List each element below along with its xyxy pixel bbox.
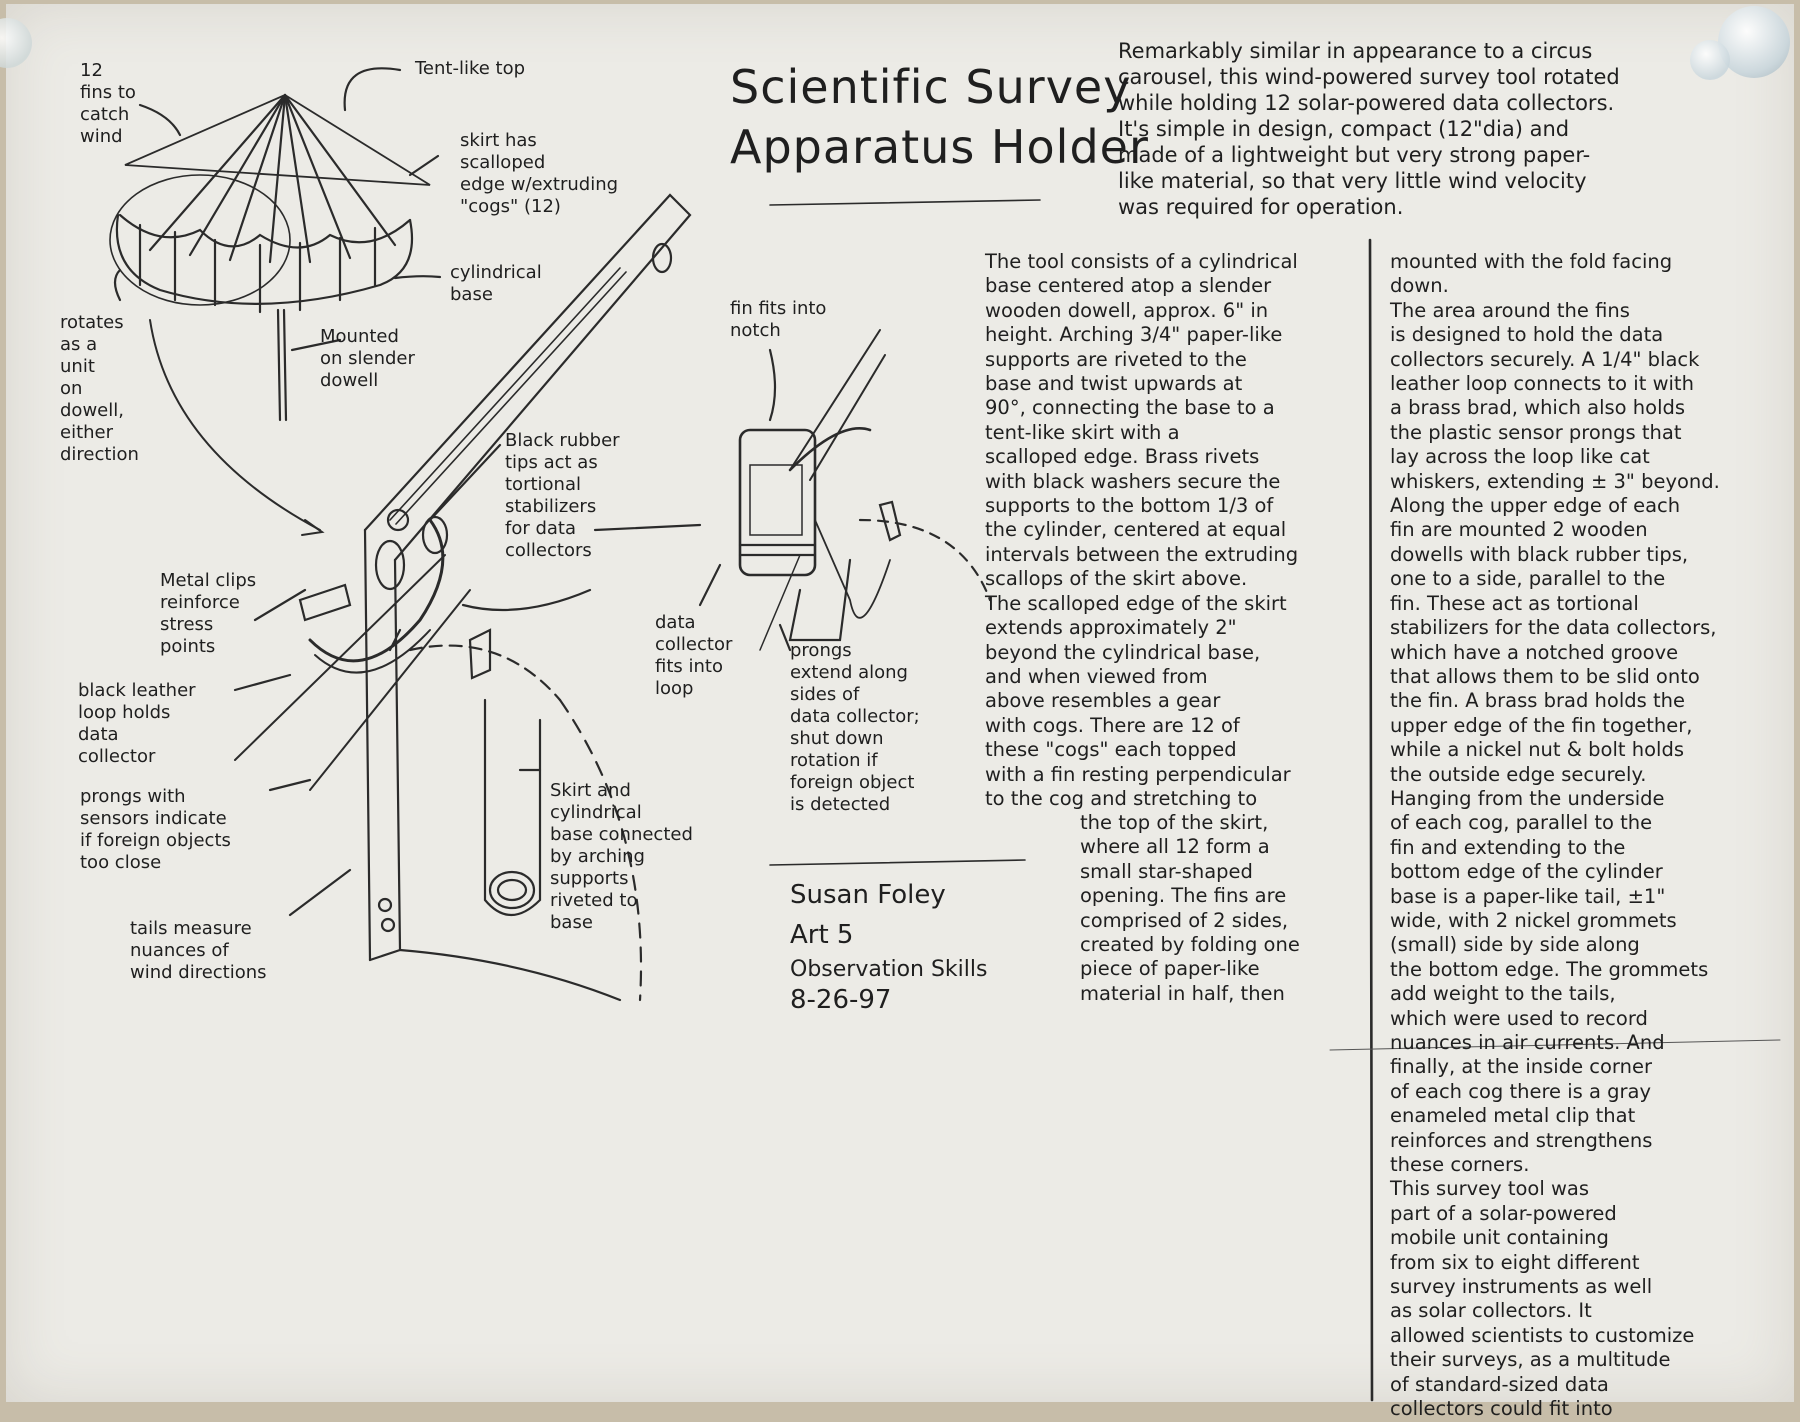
text-line: extends approximately 2" [985,616,1237,640]
text-line: the plastic sensor prongs that [1390,420,1682,444]
label-fins [80,60,136,148]
label-line: unit [60,356,95,377]
text-line: of standard-sized data [1390,1372,1609,1396]
label-line: shut down [790,728,884,749]
label-line: fins to [80,82,136,103]
text-line: one to a side, parallel to the [1390,567,1666,591]
intro-line: like material, so that very little wind velocity [1118,169,1587,193]
text-line: scalloped edge. Brass rivets [985,445,1260,469]
label-line: Mounted [320,326,399,347]
text-line: with a fin resting perpendicular [985,762,1291,786]
text-line: mobile unit containing [1390,1226,1609,1250]
label-line: Metal clips [160,570,257,591]
label-line: stabilizers [505,496,597,517]
label-line: data collector; [790,706,920,727]
description-left-column [985,250,1298,811]
label-line: either [60,422,114,443]
label-line: sensors indicate [80,808,227,829]
label-line: edge w/extruding [460,174,619,195]
label-rotates [60,312,139,466]
text-line: survey instruments as well [1390,1275,1653,1299]
text-line: dowells with black rubber tips, [1390,542,1689,566]
text-line: reinforces and strengthens [1390,1128,1653,1152]
text-line: supports are riveted to the [985,347,1247,371]
label-prongs-sensors [80,786,231,874]
text-line: with cogs. There are 12 of [985,713,1240,737]
text-line: intervals between the extruding [985,542,1299,566]
text-line: beyond the cylindrical base, [985,640,1261,664]
text-line: add weight to the tails, [1390,982,1616,1006]
label-line: tortional [505,474,581,495]
label-skirt [460,130,618,218]
signature-subject: Observation Skills [790,957,988,982]
text-line: these "cogs" each topped [985,738,1237,762]
label-line: 12 [80,60,103,81]
label-line: as a [60,334,98,355]
text-line: (small) side by side along [1390,933,1640,957]
label-line: rotation if [790,750,878,771]
text-line: part of a solar-powered [1390,1201,1617,1225]
label-leather-loop [78,680,196,768]
text-line: tent-like skirt with a [985,420,1180,444]
label-line: prongs [790,640,852,661]
text-line: as solar collectors. It [1390,1299,1592,1323]
page-title: Scientific Survey [730,60,1132,114]
text-line: the fin. A brass brad holds the [1390,689,1686,713]
intro-line: while holding 12 solar-powered data collectors. [1118,91,1615,115]
text-line: collectors could fit into [1390,1397,1613,1421]
label-line: wind [80,126,123,147]
text-line: where all 12 form a [1080,835,1270,859]
intro-line: was required for operation. [1118,195,1404,219]
label-line: loop holds [78,702,171,723]
text-line: above resembles a gear [985,689,1221,713]
label-line: dowell, [60,400,124,421]
label-rubber-tips [505,430,620,562]
label-line: skirt has [460,130,537,151]
label-line: foreign object [790,772,915,793]
label-line: direction [60,444,139,465]
label-line: base connected [550,824,693,845]
label-line: base [550,912,593,933]
label-tails [130,918,267,984]
label-line: supports [550,868,629,889]
label-line: for data [505,518,577,539]
description-right-column [1390,250,1720,1422]
text-line: base centered atop a slender [985,274,1272,298]
label-mounted [320,326,415,392]
label-line: sides of [790,684,860,705]
text-line: height. Arching 3/4" paper-like [985,323,1283,347]
label-line: tails measure [130,918,252,939]
text-line: created by folding one [1080,933,1300,957]
text-line: The area around the fins [1390,298,1630,322]
label-metal-clips [160,570,256,658]
text-line: that allows them to be slid onto [1390,664,1700,688]
text-line: fin are mounted 2 wooden [1390,518,1648,542]
text-line: whiskers, extending ± 3" beyond. [1390,469,1720,493]
label-line: is detected [790,794,891,815]
text-line: wide, with 2 nickel grommets [1390,908,1677,932]
data-collector-sketch [740,330,990,650]
text-line: from six to eight different [1390,1250,1640,1274]
text-line: a brass brad, which also holds [1390,396,1686,420]
text-line: base is a paper-like tail, ±1" [1390,884,1666,908]
text-line: This survey tool was [1390,1177,1590,1201]
label-line: collector [78,746,156,767]
label-collector-loop [655,612,732,700]
text-line: piece of paper-like [1080,957,1260,981]
label-line: rotates [60,312,124,333]
label-line: Skirt and [550,780,631,801]
label-prongs-extend [790,640,920,816]
text-line: comprised of 2 sides, [1080,908,1289,932]
text-line: upper edge of the fin together, [1390,713,1693,737]
text-line: 90°, connecting the base to a [985,396,1275,420]
text-line: to the cog and stretching to [985,786,1258,810]
label-tent-top: Tent-like top [415,58,526,79]
text-line: of each cog, parallel to the [1390,811,1653,835]
label-line: cylindrical [550,802,642,823]
label-line: stress [160,614,214,635]
label-line: by arching [550,846,645,867]
label-line: on [60,378,83,399]
text-line: with black washers secure the [985,469,1281,493]
label-line: points [160,636,216,657]
label-line: fin fits into [730,298,827,319]
text-line: finally, at the inside corner [1390,1055,1652,1079]
text-line: the top of the skirt, [1080,811,1269,834]
label-cylindrical-base [450,262,542,306]
label-line: prongs with [80,786,186,807]
description-left-column-continued [1080,811,1300,1006]
label-line: too close [80,852,162,873]
label-line: Black rubber [505,430,620,451]
label-line: loop [655,678,694,699]
page-subtitle: Apparatus Holder [730,120,1149,174]
text-line: fin and extending to the [1390,835,1626,859]
text-line: is designed to hold the data [1390,323,1664,347]
text-line: The tool consists of a cylindrical [985,250,1298,273]
text-line: these corners. [1390,1153,1530,1177]
text-line: which have a notched groove [1390,640,1679,664]
text-line: lay across the loop like cat [1390,445,1650,469]
label-line: reinforce [160,592,240,613]
text-line: leather loop connects to it with [1390,372,1694,396]
intro-line: It's simple in design, compact (12"dia) and [1118,117,1570,141]
label-line: catch [80,104,130,125]
text-line: small star-shaped [1080,859,1253,883]
text-line: while a nickel nut & bolt holds [1390,738,1684,762]
label-line: scalloped [460,152,546,173]
label-fin-notch [730,298,826,342]
text-line: which were used to record [1390,1006,1648,1030]
text-line: their surveys, as a multitude [1390,1348,1671,1372]
intro-line: carousel, this wind-powered survey tool rotated [1118,65,1620,89]
label-line: riveted to [550,890,638,911]
label-skirt-base [550,780,693,934]
intro-paragraph [1118,38,1620,220]
text-line: the cylinder, centered at equal [985,518,1287,542]
label-line: fits into [655,656,723,677]
text-line: mounted with the fold facing [1390,250,1673,273]
signature-date: 8-26-97 [790,985,892,1015]
label-line: black leather [78,680,196,701]
label-line: "cogs" (12) [460,196,561,217]
text-line: opening. The fins are [1080,884,1287,908]
signature-name: Susan Foley [790,880,946,910]
text-line: The scalloped edge of the skirt [985,591,1287,615]
text-line: Along the upper edge of each [1390,494,1681,518]
text-line: down. [1390,274,1449,298]
text-line: scallops of the skirt above. [985,567,1248,591]
text-line: stabilizers for the data collectors, [1390,616,1717,640]
label-line: on slender [320,348,415,369]
label-line: if foreign objects [80,830,231,851]
label-line: tips act as [505,452,598,473]
text-line: enameled metal clip that [1390,1104,1636,1128]
text-line: allowed scientists to customize [1390,1323,1695,1347]
text-line: bottom edge of the cylinder [1390,860,1663,884]
label-line: nuances of [130,940,229,961]
label-line: notch [730,320,781,341]
text-line: of each cog there is a gray [1390,1079,1652,1103]
label-line: collectors [505,540,592,561]
text-line: wooden dowell, approx. 6" in [985,298,1269,322]
text-line: the outside edge securely. [1390,762,1647,786]
intro-line: made of a lightweight but very strong paper- [1118,143,1591,167]
label-line: dowell [320,370,379,391]
text-line: Hanging from the underside [1390,786,1665,810]
label-line: collector [655,634,733,655]
text-line: base and twist upwards at [985,372,1243,396]
label-line: cylindrical [450,262,542,283]
text-line: fin. These act as tortional [1390,591,1639,615]
text-line: the bottom edge. The grommets [1390,957,1709,981]
text-line: and when viewed from [985,664,1208,688]
text-line: nuances in air currents. And [1390,1031,1665,1054]
label-line: base [450,284,493,305]
label-line: data [655,612,696,633]
text-line: material in half, then [1080,981,1285,1005]
signature-course: Art 5 [790,920,854,950]
label-line: data [78,724,119,745]
label-line: extend along [790,662,908,683]
intro-line: Remarkably similar in appearance to a circus [1118,39,1593,63]
label-line: wind directions [130,962,267,983]
text-line: collectors securely. A 1/4" black [1390,347,1700,371]
text-line: supports to the bottom 1/3 of [985,494,1274,518]
